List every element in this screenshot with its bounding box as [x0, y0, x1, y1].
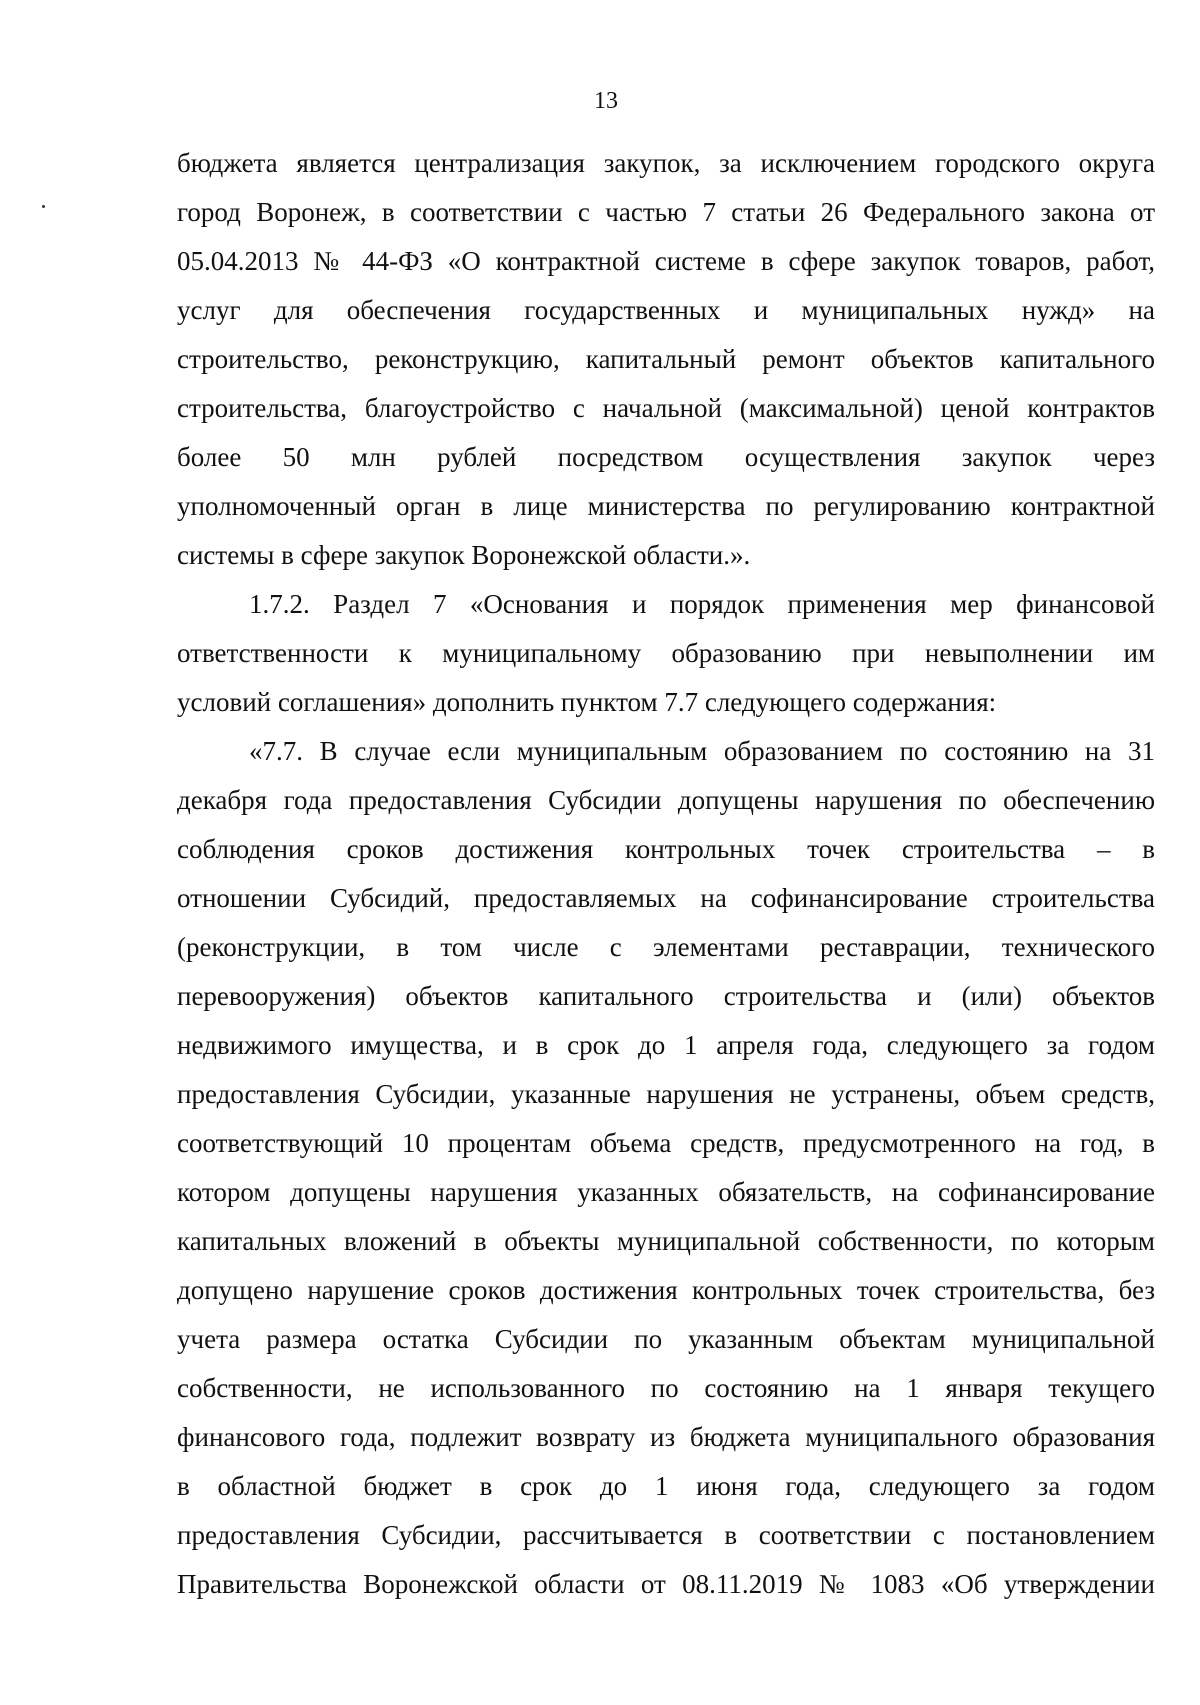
text-line: уполномоченный орган в лице министерства по регулированию контрактной	[177, 491, 1155, 521]
scan-speck	[42, 205, 45, 208]
text-line: учета размера остатка Субсидии по указанным объектам муниципальной	[177, 1324, 1155, 1354]
text-line: собственности, не использованного по состоянию на 1 января текущего	[177, 1373, 1155, 1403]
text-line: 05.04.2013 № 44-ФЗ «О контрактной системе в сфере закупок товаров, работ,	[177, 246, 1155, 276]
text-line: допущено нарушение сроков достижения контрольных точек строительства, без	[177, 1275, 1155, 1305]
text-line: строительство, реконструкцию, капитальный ремонт объектов капитального	[177, 344, 1155, 374]
text-line: ответственности к муниципальному образованию при невыполнении им	[177, 638, 1155, 668]
text-line: системы в сфере закупок Воронежской области.».	[177, 540, 751, 570]
text-line: декабря года предоставления Субсидии допущены нарушения по обеспечению	[177, 785, 1155, 815]
text-line: недвижимого имущества, и в срок до 1 апреля года, следующего за годом	[177, 1030, 1155, 1060]
text-line: котором допущены нарушения указанных обязательств, на софинансирование	[177, 1177, 1155, 1207]
body-text	[177, 139, 1155, 1609]
text-line: услуг для обеспечения государственных и муниципальных нужд» на	[177, 295, 1155, 325]
text-line: бюджета является централизация закупок, за исключением городского округа	[177, 148, 1155, 178]
text-line: город Воронеж, в соответствии с частью 7 статьи 26 Федерального закона от	[177, 197, 1155, 227]
text-line: условий соглашения» дополнить пунктом 7.7 следующего содержания:	[177, 687, 997, 717]
text-line: строительства, благоустройство с начальной (максимальной) ценой контрактов	[177, 393, 1155, 423]
text-line: предоставления Субсидии, указанные нарушения не устранены, объем средств,	[177, 1079, 1155, 1109]
text-line: 1.7.2. Раздел 7 «Основания и порядок применения мер финансовой	[249, 589, 1155, 619]
text-line: перевооружения) объектов капитального строительства и (или) объектов	[177, 981, 1155, 1011]
text-line: финансового года, подлежит возврату из бюджета муниципального образования	[177, 1422, 1155, 1452]
text-line: соответствующий 10 процентам объема средств, предусмотренного на год, в	[177, 1128, 1155, 1158]
text-line: предоставления Субсидии, рассчитывается в соответствии с постановлением	[177, 1520, 1155, 1550]
text-line: в областной бюджет в срок до 1 июня года, следующего за годом	[177, 1471, 1155, 1501]
text-line: «7.7. В случае если муниципальным образованием по состоянию на 31	[249, 736, 1155, 766]
text-line: (реконструкции, в том числе с элементами реставрации, технического	[177, 932, 1155, 962]
text-line: соблюдения сроков достижения контрольных точек строительства – в	[177, 834, 1155, 864]
text-line: капитальных вложений в объекты муниципальной собственности, по которым	[177, 1226, 1155, 1256]
text-line: более 50 млн рублей посредством осуществления закупок через	[177, 442, 1155, 472]
text-line: Правительства Воронежской области от 08.11.2019 № 1083 «Об утверждении	[177, 1569, 1155, 1599]
text-line: отношении Субсидий, предоставляемых на софинансирование строительства	[177, 883, 1155, 913]
page-number: 13	[594, 88, 618, 114]
